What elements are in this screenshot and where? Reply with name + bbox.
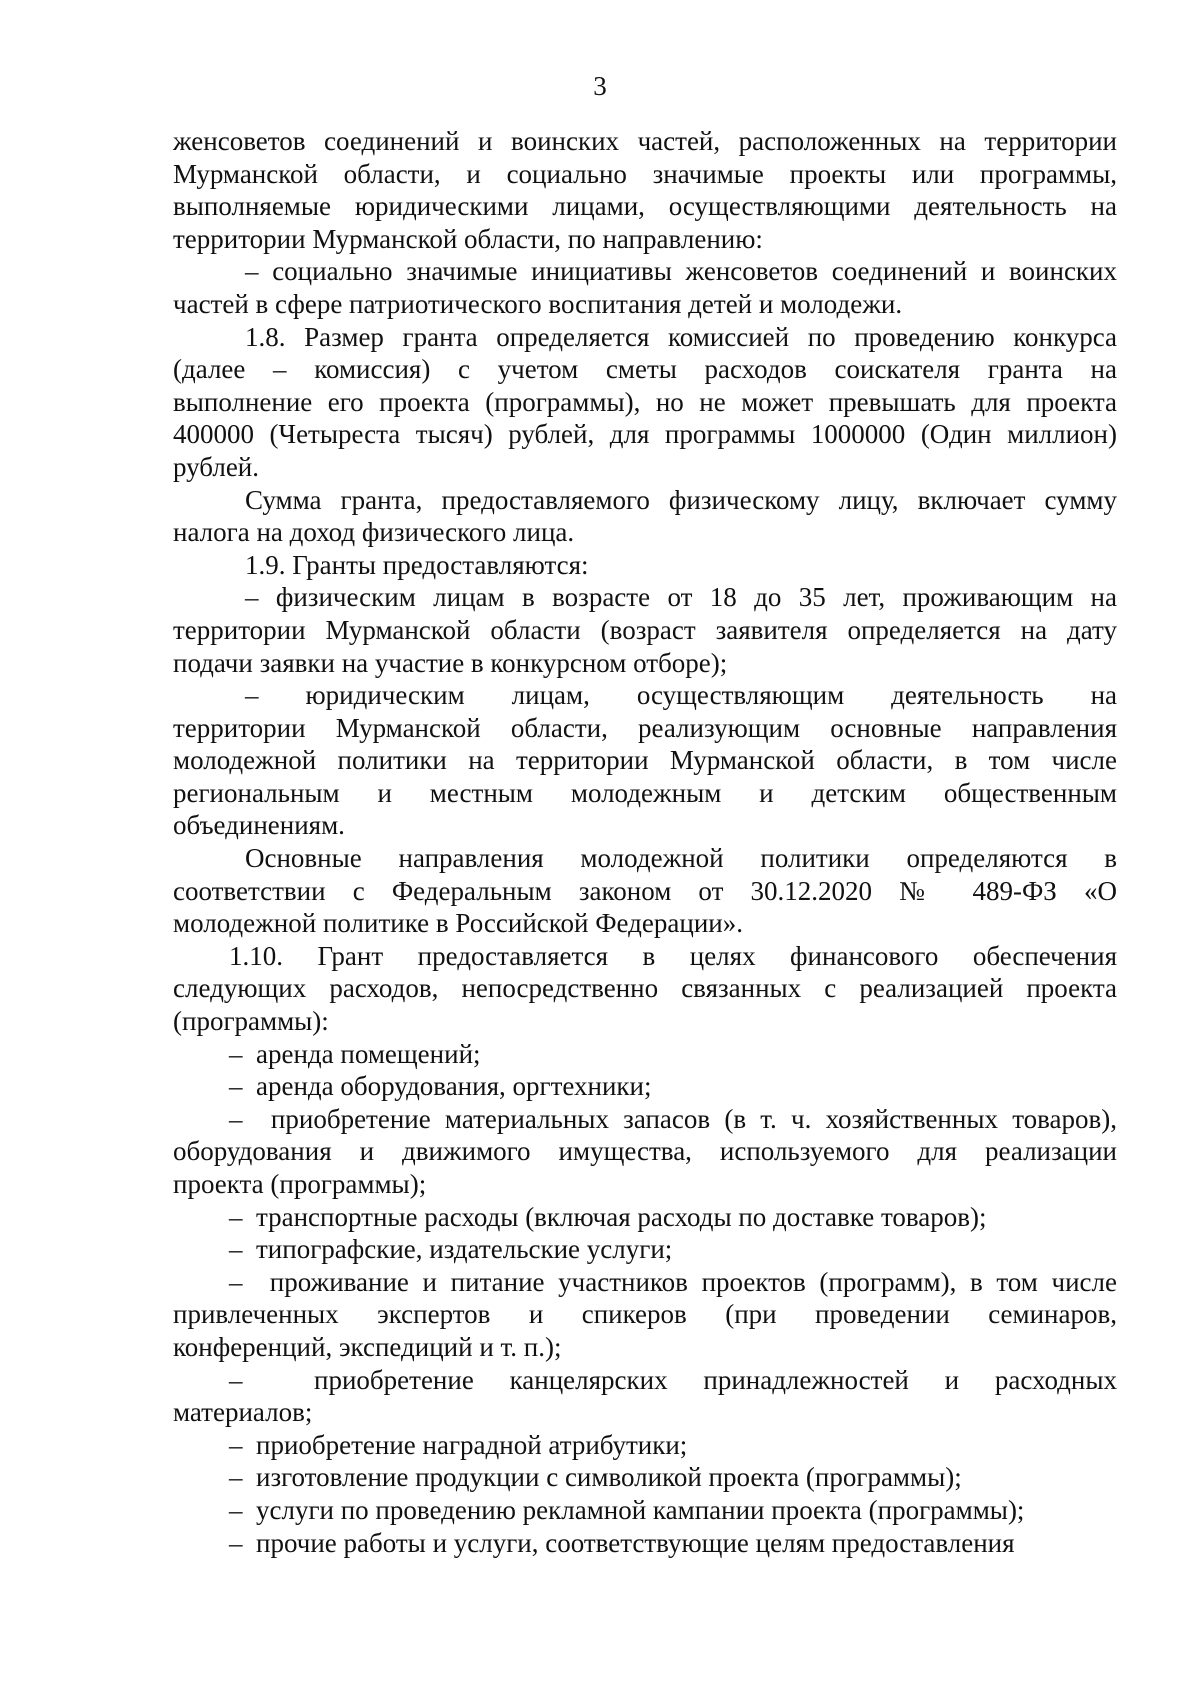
text-line: соответствии с Федеральным законом от 30.12.2020 № 489-ФЗ «О xyxy=(173,875,1117,906)
paragraph-legal-entities xyxy=(173,679,1117,842)
list-item-line: оборудования и движимого имущества, используемого для реализации xyxy=(173,1136,1117,1167)
text-line: 400000 (Четыреста тысяч) рублей, для программы 1000000 (Один миллион) xyxy=(173,419,1117,450)
text-line: выполнение его проекта (программы), но не может превышать для проекта xyxy=(173,386,1117,417)
list-item-line: материалов; xyxy=(173,1397,313,1428)
list-item xyxy=(173,1103,1117,1201)
paragraph-intro xyxy=(173,125,1117,255)
text-line: территории Мурманской области, реализующим основные направления xyxy=(173,712,1117,743)
list-item-line: проекта (программы); xyxy=(173,1169,427,1199)
text-line: 1.8. Размер гранта определяется комиссией по проведению конкурса xyxy=(245,321,1117,352)
text-line: подачи заявки на участие в конкурсном отборе); xyxy=(173,647,728,678)
list-item xyxy=(173,1233,1117,1266)
document-body xyxy=(173,125,1117,1559)
list-item-line: – изготовление продукции с символикой проекта (программы); xyxy=(229,1462,962,1493)
paragraph-1-10 xyxy=(173,940,1117,1038)
paragraph-individuals xyxy=(173,581,1117,679)
list-item xyxy=(173,1494,1117,1527)
text-line: региональным и местным молодежным и детским общественным xyxy=(173,777,1117,808)
expense-list xyxy=(173,1038,1117,1560)
list-item xyxy=(173,1364,1117,1429)
text-line: налога на доход физического лица. xyxy=(173,517,575,548)
list-item-line: – типографские, издательские услуги; xyxy=(229,1234,673,1265)
list-item-line: – аренда помещений; xyxy=(229,1038,481,1069)
text-line: Мурманской области, и социально значимые проекты или программы, xyxy=(173,158,1117,189)
page-number: 3 xyxy=(593,71,607,101)
text-line: Сумма гранта, предоставляемого физическому лицу, включает сумму xyxy=(245,484,1117,515)
list-item xyxy=(173,1429,1117,1462)
text-line: молодежной политики на территории Мурманской области, в том числе xyxy=(173,745,1117,776)
list-item xyxy=(173,1266,1117,1364)
text-line: – юридическим лицам, осуществляющим деятельность на xyxy=(245,680,1117,711)
list-item-line: – проживание и питание участников проектов (программ), в том числе xyxy=(229,1266,1117,1297)
list-item-line: конференций, экспедиций и т. п.); xyxy=(173,1331,562,1362)
text-line: молодежной политике в Российской Федерации». xyxy=(173,908,743,939)
paragraph-1-8 xyxy=(173,321,1117,484)
list-item xyxy=(173,1527,1117,1560)
list-item xyxy=(173,1070,1117,1103)
paragraph-1-9 xyxy=(173,549,1117,582)
text-line: территории Мурманской области (возраст заявителя определяется на дату xyxy=(173,614,1117,645)
list-item-line: – приобретение канцелярских принадлежностей и расходных xyxy=(229,1364,1117,1395)
text-line: Основные направления молодежной политики определяются в xyxy=(245,843,1117,874)
text-line: частей в сфере патриотического воспитания детей и молодежи. xyxy=(173,288,903,319)
text-line: территории Мурманской области, по направлению: xyxy=(173,223,763,254)
list-item xyxy=(173,1038,1117,1071)
text-line: женсоветов соединений и воинских частей, расположенных на территории xyxy=(173,126,1117,156)
text-line: следующих расходов, непосредственно связанных с реализацией проекта xyxy=(173,973,1117,1004)
list-item-line: привлеченных экспертов и спикеров (при проведении семинаров, xyxy=(173,1299,1117,1330)
list-item-line: – прочие работы и услуги, соответствующие целям предоставления xyxy=(229,1527,1015,1558)
text-line: рублей. xyxy=(173,451,260,482)
text-line: (далее – комиссия) с учетом сметы расходов соискателя гранта на xyxy=(173,354,1117,385)
list-item xyxy=(173,1461,1117,1494)
list-item-line: – приобретение наградной атрибутики; xyxy=(229,1429,688,1460)
list-item-line: – аренда оборудования, оргтехники; xyxy=(229,1071,652,1102)
text-line: выполняемые юридическими лицами, осуществляющими деятельность на xyxy=(173,191,1117,222)
paragraph-grant-tax xyxy=(173,484,1117,549)
list-item-line: – услуги по проведению рекламной кампании проекта (программы); xyxy=(229,1494,1025,1525)
list-item-line: – приобретение материальных запасов (в т. ч. хозяйственных товаров), xyxy=(229,1103,1117,1134)
list-item-line: – транспортные расходы (включая расходы по доставке товаров); xyxy=(229,1201,987,1232)
list-item xyxy=(173,1201,1117,1234)
text-line: – физическим лицам в возрасте от 18 до 35 лет, проживающим на xyxy=(245,582,1117,613)
text-line: 1.9. Гранты предоставляются: xyxy=(245,549,589,580)
paragraph-youth-policy-law xyxy=(173,842,1117,940)
paragraph-initiatives xyxy=(173,255,1117,320)
text-line: (программы): xyxy=(173,1006,329,1037)
text-line: объединениям. xyxy=(173,810,345,841)
text-line: – социально значимые инициативы женсоветов соединений и воинских xyxy=(245,256,1117,287)
text-line: 1.10. Грант предоставляется в целях финансового обеспечения xyxy=(229,940,1117,971)
